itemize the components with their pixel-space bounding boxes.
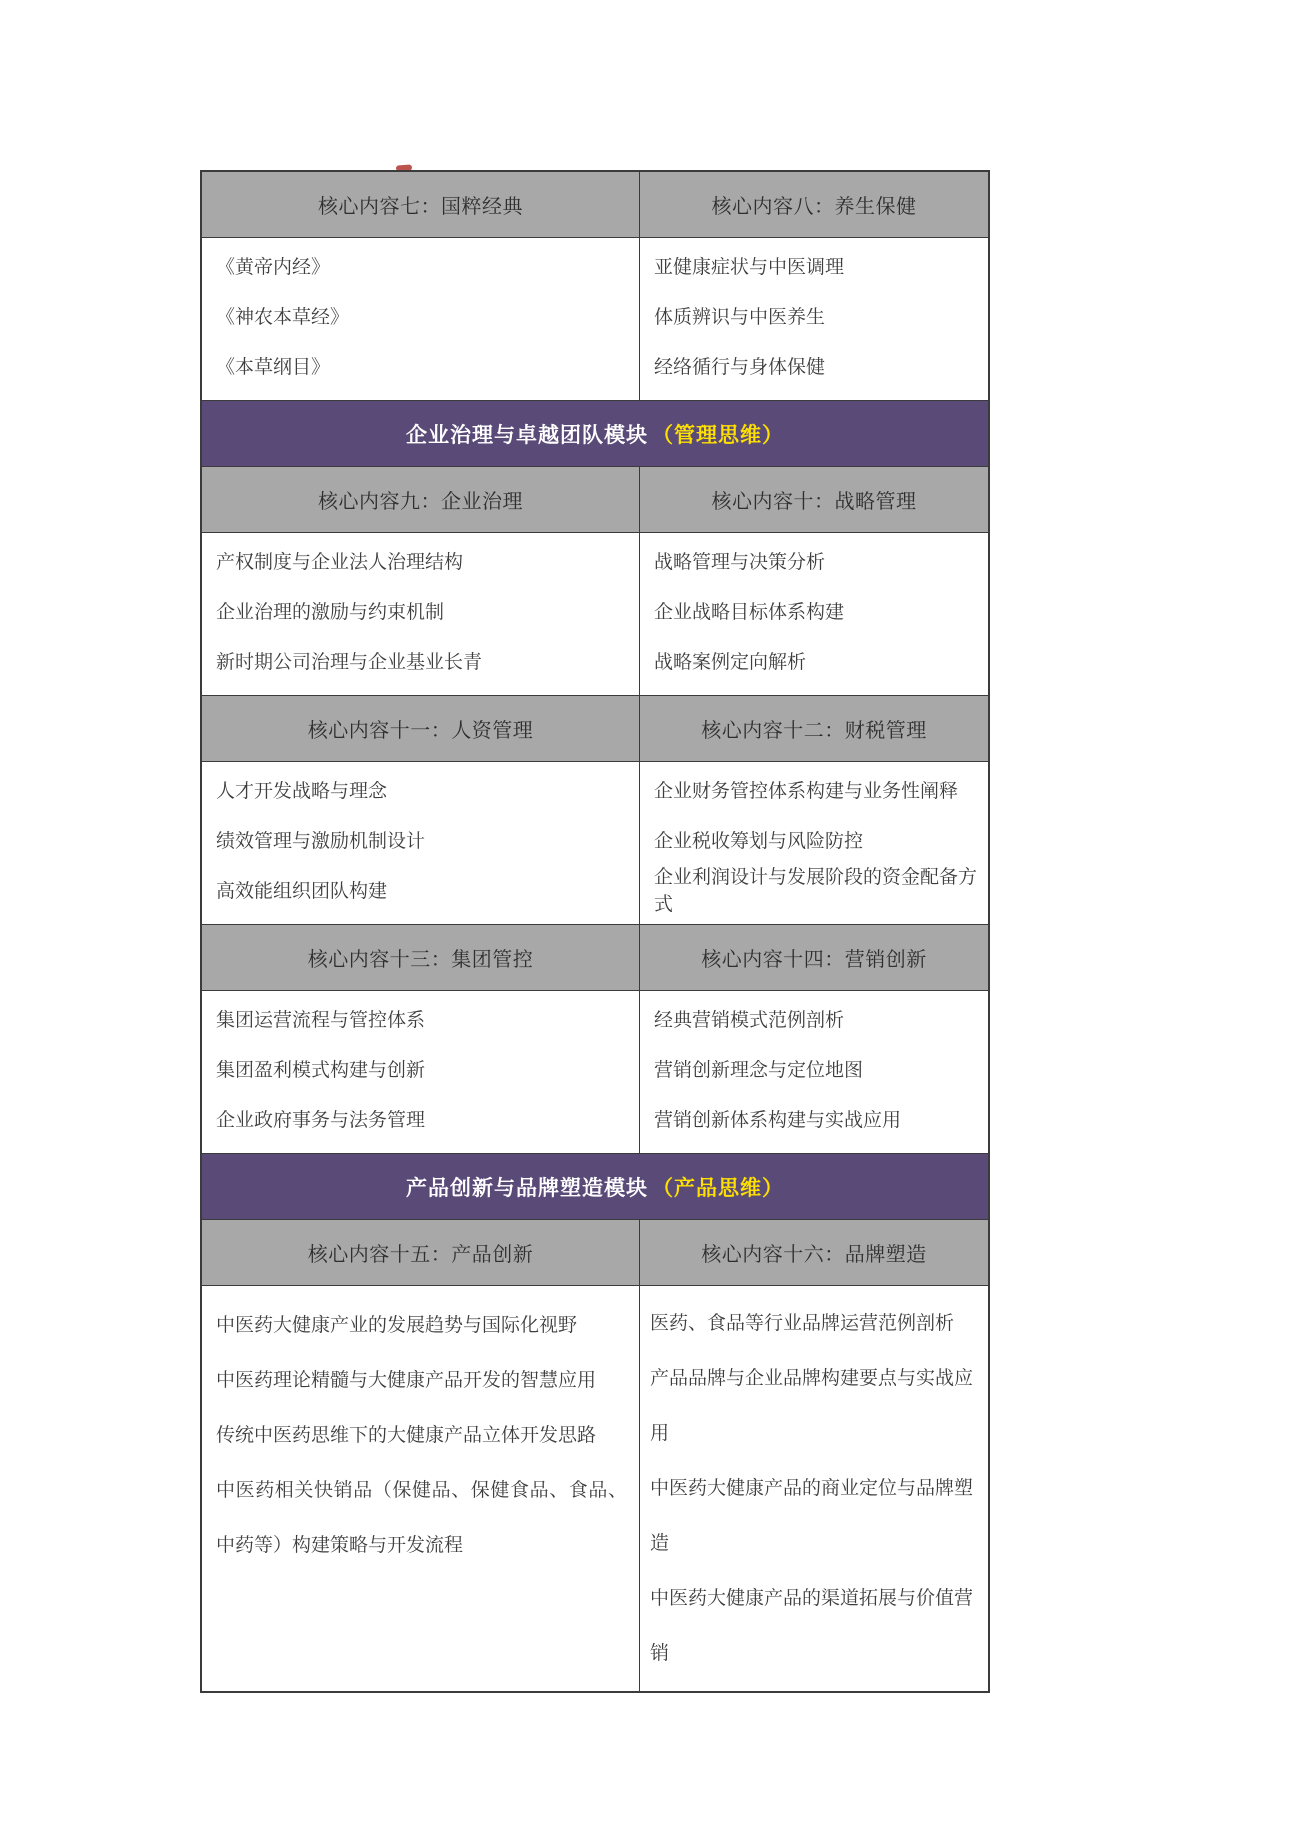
topic-item: 医药、食品等行业品牌运营范例剖析	[650, 1313, 955, 1334]
topic-item: 中医药大健康产业的发展趋势与国际化视野	[216, 1315, 578, 1336]
topic-item: 营销创新体系构建与实战应用	[654, 1109, 902, 1131]
topic-item: 新时期公司治理与企业基业长青	[216, 651, 483, 673]
topic-item: 战略管理与决策分析	[654, 551, 826, 573]
topic-cell-right	[640, 762, 988, 924]
section-header-cell-right	[640, 925, 988, 990]
section-header-row	[202, 696, 988, 762]
topic-item: 《神农本草经》	[216, 306, 350, 328]
topic-item: 企业政府事务与法务管理	[216, 1109, 426, 1131]
topic-item: 《黄帝内经》	[216, 256, 331, 278]
section-header-cell-right	[640, 467, 988, 532]
topic-cell-right	[640, 238, 988, 400]
module-banner-title: 企业治理与卓越团队模块	[406, 423, 648, 447]
section-header-text: 核心内容十三：集团管控	[307, 949, 534, 971]
topic-cell-left	[202, 238, 640, 400]
section-header-text: 核心内容十一：人资管理	[307, 720, 534, 742]
topic-row	[202, 238, 988, 401]
section-header-row	[202, 1220, 988, 1286]
topic-cell-left	[202, 533, 640, 695]
topic-cell-right	[640, 533, 988, 695]
topic-cell-left	[202, 762, 640, 924]
section-header-text: 核心内容十五：产品创新	[307, 1244, 534, 1266]
topic-cell-right	[640, 1286, 988, 1691]
topic-item: 企业治理的激励与约束机制	[216, 601, 445, 623]
topic-item: 亚健康症状与中医调理	[654, 256, 845, 278]
topic-row	[202, 991, 988, 1154]
section-header-cell-left	[202, 925, 640, 990]
topic-item: 中医药大健康产品的商业定位与品牌塑造	[650, 1478, 974, 1554]
module-banner-accent: （管理思维）	[652, 423, 784, 447]
section-header-text: 核心内容八：养生保健	[711, 196, 917, 218]
curriculum-table	[200, 170, 990, 1693]
topic-item: 经络循行与身体保健	[654, 356, 826, 378]
topic-item: 中医药理论精髓与大健康产品开发的智慧应用	[216, 1370, 597, 1391]
topic-item: 高效能组织团队构建	[216, 880, 388, 902]
topic-row	[202, 533, 988, 696]
section-header-text: 核心内容十二：财税管理	[701, 720, 927, 742]
topic-item: 体质辨识与中医养生	[654, 306, 826, 328]
topic-item: 传统中医药思维下的大健康产品立体开发思路	[216, 1425, 597, 1446]
section-header-row	[202, 467, 988, 533]
section-header-cell-right	[640, 1220, 988, 1285]
topic-item: 中医药相关快销品（保健品、保健食品、食品、中药等）构建策略与开发流程	[216, 1480, 627, 1556]
topic-item: 产品品牌与企业品牌构建要点与实战应用	[650, 1368, 974, 1444]
topic-item: 战略案例定向解析	[654, 651, 807, 673]
section-header-text: 核心内容十：战略管理	[711, 491, 917, 513]
section-header-row	[202, 925, 988, 991]
section-header-row	[202, 172, 988, 238]
topic-cell-right	[640, 991, 988, 1153]
section-header-text: 核心内容九：企业治理	[318, 491, 523, 513]
topic-row	[202, 1286, 988, 1691]
module-banner	[202, 1154, 988, 1220]
topic-item: 营销创新理念与定位地图	[654, 1059, 864, 1081]
topic-item: 中医药大健康产品的渠道拓展与价值营销	[650, 1588, 974, 1664]
topic-row	[202, 762, 988, 925]
topic-item: 企业财务管控体系构建与业务性阐释	[654, 780, 959, 802]
topic-item: 集团盈利模式构建与创新	[216, 1059, 426, 1081]
topic-item: 集团运营流程与管控体系	[216, 1009, 426, 1031]
topic-item: 《本草纲目》	[216, 356, 331, 378]
topic-cell-left	[202, 1286, 640, 1691]
topic-item: 企业利润设计与发展阶段的资金配备方式	[654, 867, 978, 915]
topic-item: 绩效管理与激励机制设计	[216, 830, 426, 852]
section-header-cell-right	[640, 172, 988, 237]
topic-item: 经典营销模式范例剖析	[654, 1009, 845, 1031]
module-banner	[202, 401, 988, 467]
topic-item: 企业战略目标体系构建	[654, 601, 845, 623]
section-header-cell-left	[202, 467, 640, 532]
section-header-cell-left	[202, 1220, 640, 1285]
topic-item: 产权制度与企业法人治理结构	[216, 551, 464, 573]
section-header-cell-right	[640, 696, 988, 761]
module-banner-accent: （产品思维）	[652, 1176, 784, 1200]
topic-cell-left	[202, 991, 640, 1153]
section-header-cell-left	[202, 696, 640, 761]
module-banner-title: 产品创新与品牌塑造模块	[406, 1176, 648, 1200]
topic-item: 人才开发战略与理念	[216, 780, 388, 802]
topic-item: 企业税收筹划与风险防控	[654, 830, 864, 852]
section-header-cell-left	[202, 172, 640, 237]
section-header-text: 核心内容十四：营销创新	[701, 949, 927, 971]
section-header-text: 核心内容十六：品牌塑造	[701, 1244, 927, 1266]
section-header-text: 核心内容七：国粹经典	[318, 196, 523, 218]
